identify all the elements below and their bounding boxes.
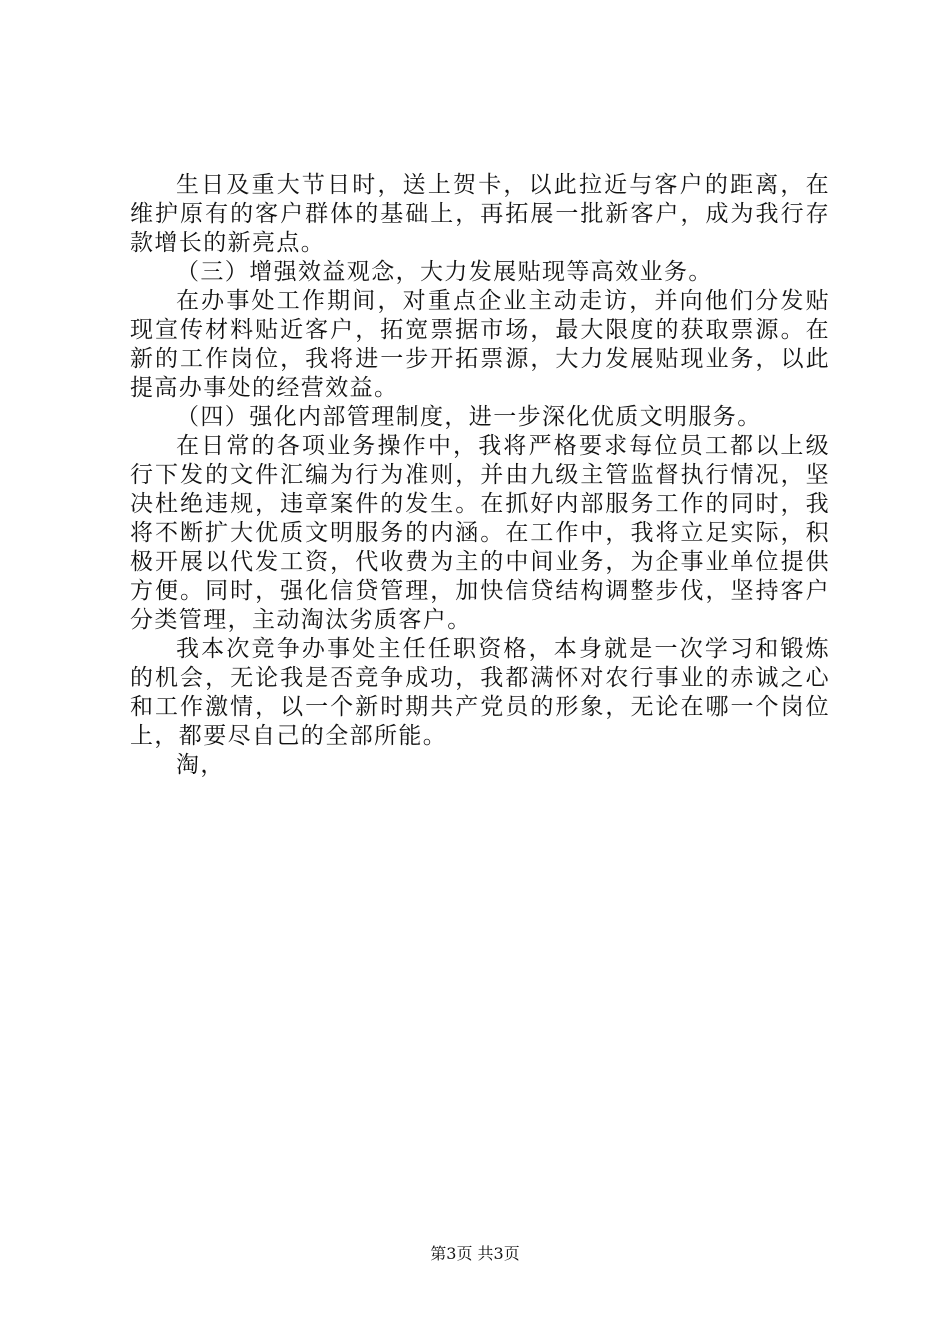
section-heading-three: （三）增强效益观念，大力发展贴现等高效业务。 bbox=[176, 259, 713, 285]
document-body bbox=[130, 171, 830, 780]
paragraph-conclusion: 我本次竞争办事处主任任职资格，本身就是一次学习和锻炼的机会，无论我是否竞争成功，我都满怀对农行事业的赤诚之心和工作激情，以一个新时期共产党员的形象，无论在哪一个岗位上，都要尽自己的全部所能。 bbox=[130, 636, 830, 749]
paragraph-internal-management: 在日常的各项业务操作中，我将严格要求每位员工都以上级行下发的文件汇编为行为准则，并由九级主管监督执行情况，坚决杜绝违规，违章案件的发生。在抓好内部服务工作的同时，我将不断扩大优质文明服务的内涵。在工作中，我将立足实际，积极开展以代发工资，代收费为主的中间业务，为企事业单位提供方便。同时，强化信贷管理，加快信贷结构调整步伐，坚持客户分类管理，主动淘汰劣质客户。 bbox=[130, 433, 830, 633]
paragraph-fragment: 淘， bbox=[176, 752, 225, 778]
paragraph-discount-business: 在办事处工作期间，对重点企业主动走访，并向他们分发贴现宣传材料贴近客户，拓宽票据市场，最大限度的获取票源。在新的工作岗位，我将进一步开拓票源，大力发展贴现业务，以此提高办事处的经营效益。 bbox=[130, 288, 830, 401]
paragraph-greeting-cards: 生日及重大节日时，送上贺卡，以此拉近与客户的距离，在维护原有的客户群体的基础上，再拓展一批新客户，成为我行存款增长的新亮点。 bbox=[130, 172, 830, 256]
page-number-footer: 第3页 共3页 bbox=[430, 1244, 520, 1263]
section-heading-four: （四）强化内部管理制度，进一步深化优质文明服务。 bbox=[176, 404, 762, 430]
